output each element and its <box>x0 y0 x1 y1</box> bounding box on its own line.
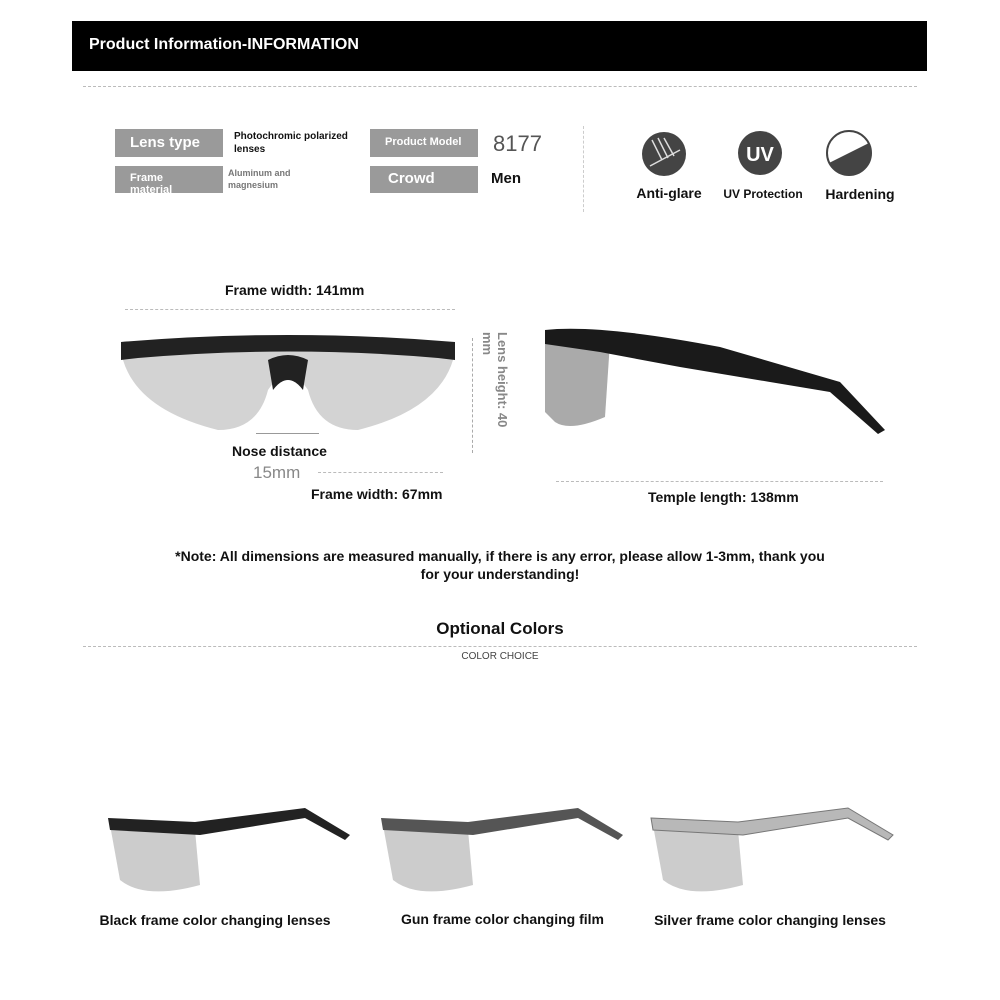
product-model-value: 8177 <box>493 131 542 156</box>
uv-protection-label: UV Protection <box>723 187 803 201</box>
measurement-note: *Note: All dimensions are measured manually, if there is any error, please allow 1-3mm, thank you for your understanding! <box>175 548 825 582</box>
frame-width-total-label: Frame width: 141mm <box>225 282 365 298</box>
temple-length-label: Temple length: 138mm <box>648 489 799 505</box>
color-option-silver[interactable]: Silver frame color changing lenses <box>654 912 886 928</box>
color-option-black[interactable]: Black frame color changing lenses <box>99 912 331 928</box>
color-option-gun[interactable]: Gun frame color changing film <box>400 911 605 927</box>
nose-distance-value: 15mm <box>253 463 301 482</box>
gun-frame-glasses <box>378 800 628 900</box>
crowd-label: Crowd <box>370 166 478 193</box>
silver-frame-glasses <box>648 800 898 900</box>
divider <box>583 126 584 212</box>
lens-type-value: Photochromic polarized lenses <box>234 131 348 155</box>
dimension-line <box>318 472 443 473</box>
hardening-icon <box>825 129 873 177</box>
hardening-label: Hardening <box>825 186 895 202</box>
crowd-value: Men <box>491 170 521 187</box>
black-frame-glasses <box>105 800 355 900</box>
anti-glare-icon <box>640 130 688 178</box>
header-bar <box>72 21 927 71</box>
nose-distance-label: Nose distance <box>232 443 327 459</box>
frame-width-lens-label: Frame width: 67mm <box>311 486 443 502</box>
front-view-glasses <box>118 330 458 435</box>
dimension-line <box>472 338 473 453</box>
anti-glare-label: Anti-glare <box>636 185 702 201</box>
optional-colors-title: Optional Colors <box>436 619 564 638</box>
divider <box>83 86 917 87</box>
frame-material-value: Aluminum and magnesium <box>228 168 291 190</box>
nose-line <box>256 433 319 434</box>
color-choice-subtitle: COLOR CHOICE <box>461 651 539 662</box>
dimension-line <box>125 309 455 310</box>
side-view-glasses <box>540 322 890 437</box>
uv-icon <box>737 130 783 176</box>
divider <box>83 646 917 647</box>
lens-height-label: Lens height: 40 mm <box>480 332 510 428</box>
dimension-line <box>556 481 883 482</box>
svg-text:UV: UV <box>746 144 774 166</box>
product-model-label: Product Model <box>370 129 478 157</box>
header-title: Product Information-INFORMATION <box>89 36 359 53</box>
lens-type-label: Lens type <box>115 129 223 157</box>
frame-material-label: Frame material <box>115 166 223 193</box>
